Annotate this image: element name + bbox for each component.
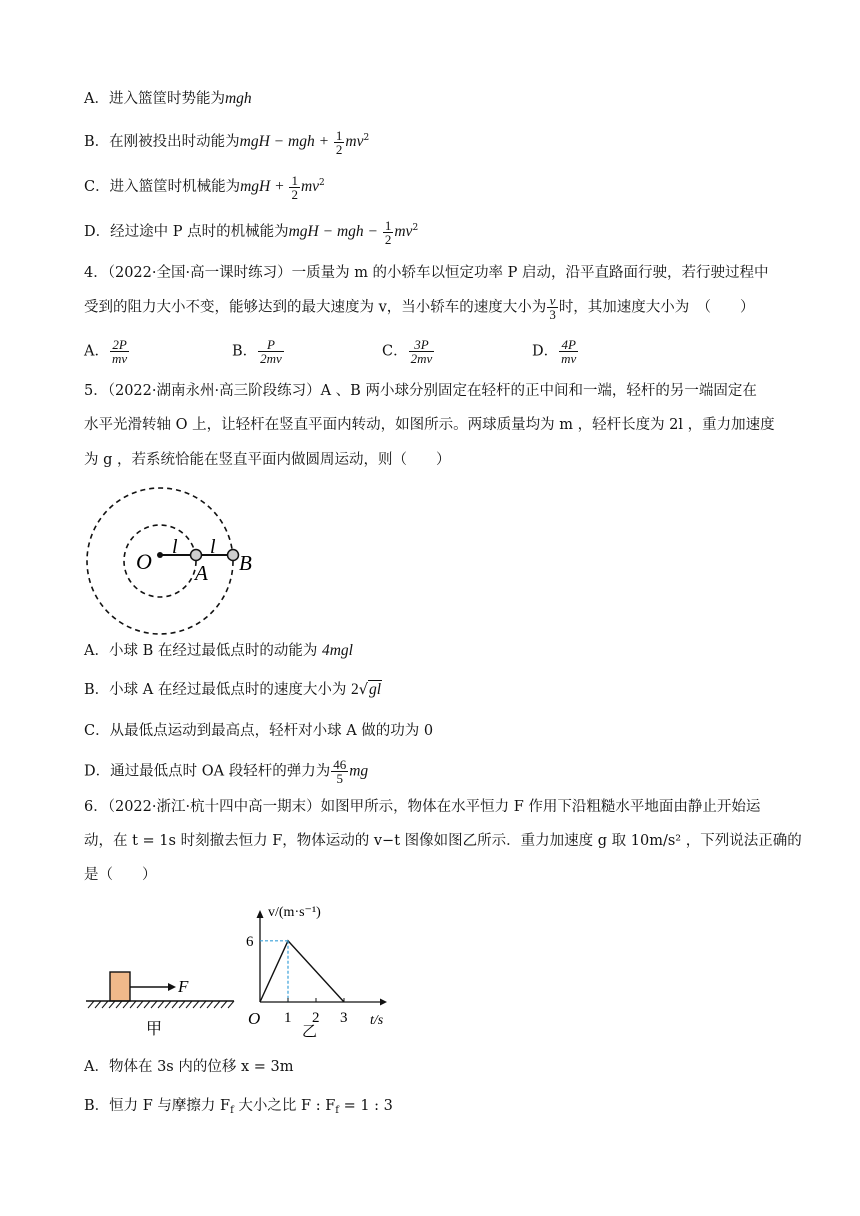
y-tick-label: 6 bbox=[246, 933, 254, 950]
q3-option-b-half: $\frac{1}{2}$ bbox=[335, 127, 343, 157]
x-tick-label: 2 bbox=[312, 1010, 320, 1026]
ball-b bbox=[228, 550, 239, 561]
q4-option-a: A． $\frac{2P}{mv}$ bbox=[84, 337, 128, 366]
q5-figure-rod-circles bbox=[84, 486, 264, 636]
q6-stem-1: 6．（2022·浙江·杭十四中高一期末）如图甲所示，物体在水平恒力 F 作用下沿粗糙水平地面由静止开始运 bbox=[84, 799, 761, 815]
q6-option-a: A．物体在 3s 内的位移 x = 3m bbox=[84, 1059, 294, 1075]
label-o: O bbox=[136, 549, 152, 574]
q6-vt-chart bbox=[240, 900, 390, 1040]
q5-stem-2: 水平光滑转轴 O 上，让轻杆在竖直平面内转动，如图所示。两球质量均为 m ，轻杆长度为 2l ，重力加速度 bbox=[84, 417, 775, 433]
outer-dashed-circle bbox=[87, 488, 233, 634]
label-l2: l bbox=[210, 536, 216, 558]
q5-stem-3: 为 g ，若系统恰能在竖直平面内做圆周运动，则（ ） bbox=[84, 452, 451, 468]
q3-option-d-math: mgH − mgh − bbox=[288, 223, 382, 240]
y-axis-arrow bbox=[257, 910, 264, 918]
q6-stem-2: 动，在 t = 1s 时刻撤去恒力 F，物体运动的 v−t 图像如图乙所示．重力加速度 g 取 10m/s² ，下列说法正确的 bbox=[84, 833, 802, 849]
q4-option-c: C． $\frac{3P}{2mv}$ bbox=[382, 337, 433, 366]
q5-46-over-5: $\frac{46}{5}$ bbox=[333, 757, 347, 786]
q3-option-b-math: mgH − mgh + bbox=[239, 133, 333, 150]
x-tick-label: 1 bbox=[284, 1010, 292, 1026]
q6-stem-3: 是（ ） bbox=[84, 867, 157, 883]
q3-option-c-text: C．进入篮筐时机械能为 bbox=[84, 179, 241, 195]
q5-stem-1: 5．（2022·湖南永州·高三阶段练习）A 、B 两小球分别固定在轻杆的正中间和一端，轻杆的另一端固定在 bbox=[84, 383, 757, 399]
q3-option-c: C．进入篮筐时机械能为mgH + $\frac{1}{2}$ $mv^2$ bbox=[84, 172, 325, 202]
sqrt-sign: √ bbox=[358, 682, 368, 698]
q5-option-a: A．小球 B 在经过最低点时的动能为 4mgl bbox=[84, 642, 353, 659]
force-arrowhead bbox=[168, 983, 176, 991]
label-b: B bbox=[239, 551, 252, 575]
q3-option-d: D．经过途中 P 点时的机械能为mgH − mgh − $\frac{1}{2}$ $mv^2$ bbox=[84, 217, 419, 247]
vt-line bbox=[260, 941, 344, 1002]
q3-option-d-text: D．经过途中 P 点时的机械能为 bbox=[84, 224, 289, 240]
q4-option-d: D． $\frac{4P}{mv}$ bbox=[532, 337, 577, 366]
q3-option-c-half: $\frac{1}{2}$ bbox=[291, 172, 298, 202]
inner-dashed-circle bbox=[124, 525, 196, 597]
q5-option-c: C．从最低点运动到最高点，轻杆对小球 A 做的功为 0 bbox=[84, 723, 434, 739]
x-axis-label: t/s bbox=[370, 1013, 384, 1028]
label-a: A bbox=[195, 561, 208, 585]
q6-figure-jia bbox=[84, 960, 244, 1040]
force-label: F bbox=[178, 977, 189, 996]
pivot-o bbox=[157, 552, 163, 558]
q3-option-d-half: $\frac{1}{2}$ bbox=[384, 217, 392, 247]
q5-option-b: B．小球 A 在经过最低点时的速度大小为 2√gl bbox=[84, 681, 382, 698]
caption-jia: 甲 bbox=[146, 1021, 163, 1038]
q3-option-a-text: A．进入篮筐时势能为 bbox=[84, 91, 225, 107]
y-axis-label: v/(m·s⁻¹) bbox=[268, 905, 321, 920]
q3-option-b: B．在刚被投出时动能为mgH − mgh + $\frac{1}{2}$ $mv^2$ bbox=[84, 127, 370, 157]
q3-option-b-text: B．在刚被投出时动能为 bbox=[84, 134, 240, 150]
q3-option-c-math: mgH + bbox=[240, 178, 289, 195]
x-tick-label: 3 bbox=[340, 1010, 348, 1026]
q3-option-a-math: mgh bbox=[224, 90, 252, 107]
ball-a bbox=[191, 550, 202, 561]
q4-stem-2: 受到的阻力大小不变，能够达到的最大速度为 v，当小轿车的速度大小为 $\frac{v}{3}$ 时，其加速度大小为 （ ） bbox=[84, 293, 755, 322]
x-axis-arrow bbox=[380, 999, 387, 1006]
ground-hatching bbox=[88, 1001, 234, 1008]
block bbox=[110, 972, 130, 1001]
label-l1: l bbox=[172, 536, 178, 558]
q4-v-over-3: $\frac{v}{3}$ bbox=[549, 293, 556, 322]
q5-option-d: D．通过最低点时 OA 段轻杆的弹力为 $\frac{46}{5}$ mg bbox=[84, 757, 369, 786]
origin-label: O bbox=[248, 1009, 261, 1028]
q4-stem-1: 4．（2022·全国·高一课时练习）一质量为 m 的小轿车以恒定功率 P 启动，沿平直路面行驶，若行驶过程中 bbox=[84, 265, 769, 281]
q6-option-b: B．恒力 F 与摩擦力 $F_f$ 大小之比 F : $F_f = 1$ : 3 bbox=[84, 1098, 393, 1116]
caption-yi: 乙 bbox=[302, 1024, 318, 1040]
q3-option-a bbox=[84, 88, 252, 110]
q4-option-b: B． $\frac{P}{2mv}$ bbox=[232, 337, 282, 366]
